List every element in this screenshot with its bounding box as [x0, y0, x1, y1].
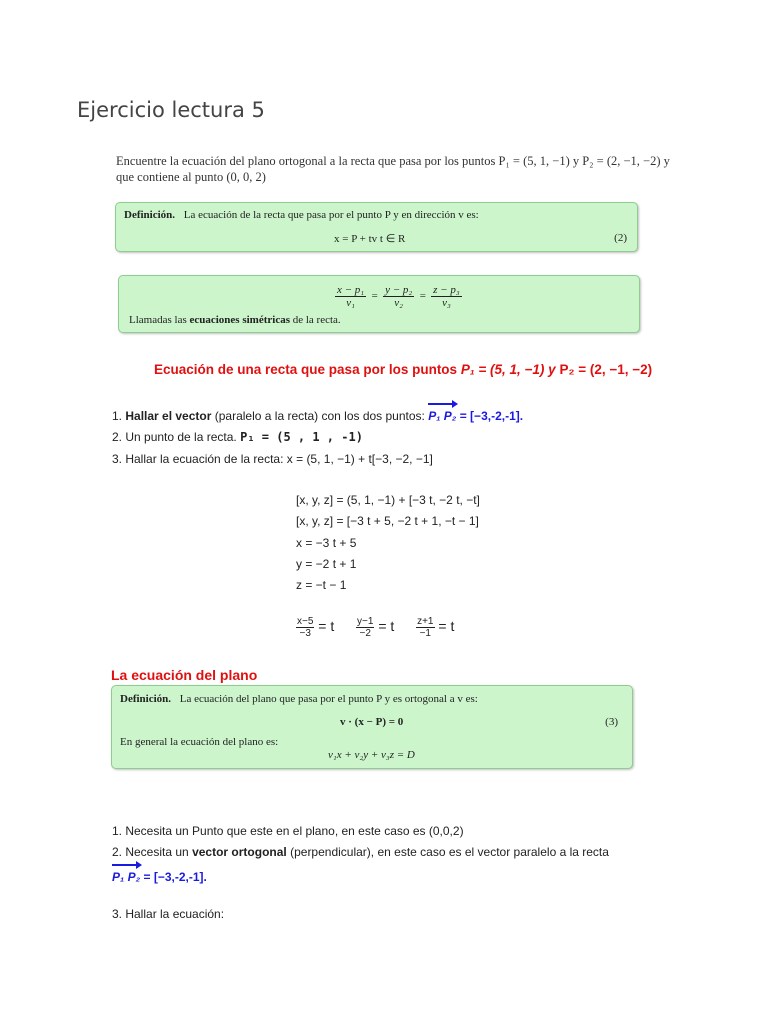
step-1 [112, 409, 523, 423]
frac3-den: v₃ [442, 297, 451, 309]
equation-number: (2) [614, 232, 627, 244]
vector-label: P₁ P₂ [112, 870, 141, 884]
step-text: 2. Un punto de la recta. [112, 430, 237, 444]
definition-plane-box [111, 685, 633, 769]
page-title: Ejercicio lectura 5 [77, 98, 265, 122]
step-text: 2. Necesita un [112, 845, 189, 859]
frac1-num: x − p₁ [337, 284, 365, 296]
heading-text: Ecuación de una recta que pasa por los puntos [154, 362, 458, 377]
eq-line: [x, y, z] = (5, 1, −1) + [−3 t, −2 t, −t] [296, 493, 480, 507]
step-number: 1. [112, 409, 123, 423]
plane-vector [112, 870, 207, 884]
symmetric-formula [333, 284, 464, 309]
definition-label: Definición. [124, 209, 176, 221]
heading-p2: P₂ = (2, −1, −2) [559, 362, 653, 377]
vector-p1p2 [112, 870, 140, 884]
frac3-num: z − p₃ [433, 284, 460, 296]
frac1-den: v₁ [346, 297, 355, 309]
vector-value: = [−3,-2,-1]. [459, 409, 524, 423]
vector-p1p2 [428, 409, 456, 423]
eq-sign: = [418, 290, 427, 303]
eq-line: z = −t − 1 [296, 578, 347, 592]
caption-bold: ecuaciones simétricas [189, 314, 290, 326]
definition-line-box [115, 202, 638, 252]
vector-value: = [−3,-2,-1]. [143, 870, 207, 884]
step-text: (paralelo a la recta) con los dos puntos: [214, 409, 425, 423]
caption-post: de la recta. [292, 314, 341, 326]
plane-step-1: 1. Necesita un Punto que este en el plano, en este caso es (0,0,2) [112, 824, 464, 838]
line-formula: x = P + tv t ∈ R [334, 233, 406, 245]
exercise-statement: Encuentre la ecuación del plano ortogonal a la recta que pasa por los puntos P₁ = (5, 1, −1) y P₂ = (2, −1, −2) y que contiene al punto (0, 0, 2) [116, 154, 670, 184]
step-bold: Hallar el vector [125, 409, 212, 423]
plane-step-3: 3. Hallar la ecuación: [112, 907, 225, 921]
heading-y: y [548, 362, 556, 377]
general-text: En general la ecuación del plano es: [120, 736, 279, 748]
heading-p1: P₁ = (5, 1, −1) [460, 362, 545, 377]
eq-line: x = −3 t + 5 [296, 536, 357, 550]
equation-number: (3) [605, 716, 618, 728]
sym-frac2-num: y−1 [357, 616, 374, 627]
eq-line: [x, y, z] = [−3 t + 5, −2 t + 1, −t − 1] [296, 514, 479, 528]
step-bold: vector ortogonal [192, 845, 287, 859]
plane-heading: La ecuación del plano [111, 667, 258, 683]
symmetric-equations-box [118, 275, 640, 333]
symmetric-caption [129, 314, 341, 326]
vector-label: P₁ P₂ [428, 409, 457, 423]
definition-text: La ecuación del plano que pasa por el punto P y es ortogonal a v es: [179, 693, 478, 705]
eq-t: = t [438, 618, 455, 635]
definition-text: La ecuación de la recta que pasa por el punto P y en dirección v es: [183, 209, 479, 221]
eq-t: = t [318, 618, 335, 635]
line-heading [154, 362, 652, 377]
step-text: (perpendicular), en este caso es el vector paralelo a la recta [290, 845, 609, 859]
caption-pre: Llamadas las [129, 314, 187, 326]
step-2 [112, 430, 363, 444]
arrow-icon [112, 864, 140, 866]
step-3: 3. Hallar la ecuación de la recta: x = (5, 1, −1) + t[−3, −2, −1] [112, 452, 433, 466]
plane-formula: v · (x − P) = 0 [340, 716, 404, 728]
definition-label: Definición. [120, 693, 172, 705]
eq-sign: = [370, 290, 379, 303]
plane-step-2 [112, 845, 609, 859]
sym-frac3-den: −1 [419, 628, 431, 639]
frac2-den: v₂ [394, 297, 403, 309]
sym-frac1-den: −3 [299, 628, 311, 639]
general-formula: v₁x + v₂y + v₃z = D [328, 749, 415, 761]
arrow-icon [428, 403, 456, 405]
sym-frac2-den: −2 [359, 628, 371, 639]
symmetric-result [296, 616, 454, 639]
sym-frac1-num: x−5 [297, 616, 314, 627]
eq-t: = t [378, 618, 395, 635]
eq-line: y = −2 t + 1 [296, 557, 357, 571]
frac2-num: y − p₂ [385, 284, 413, 296]
point-p1: P₁ = (5 , 1 , -1) [240, 430, 363, 444]
sym-frac3-num: z+1 [417, 616, 434, 627]
